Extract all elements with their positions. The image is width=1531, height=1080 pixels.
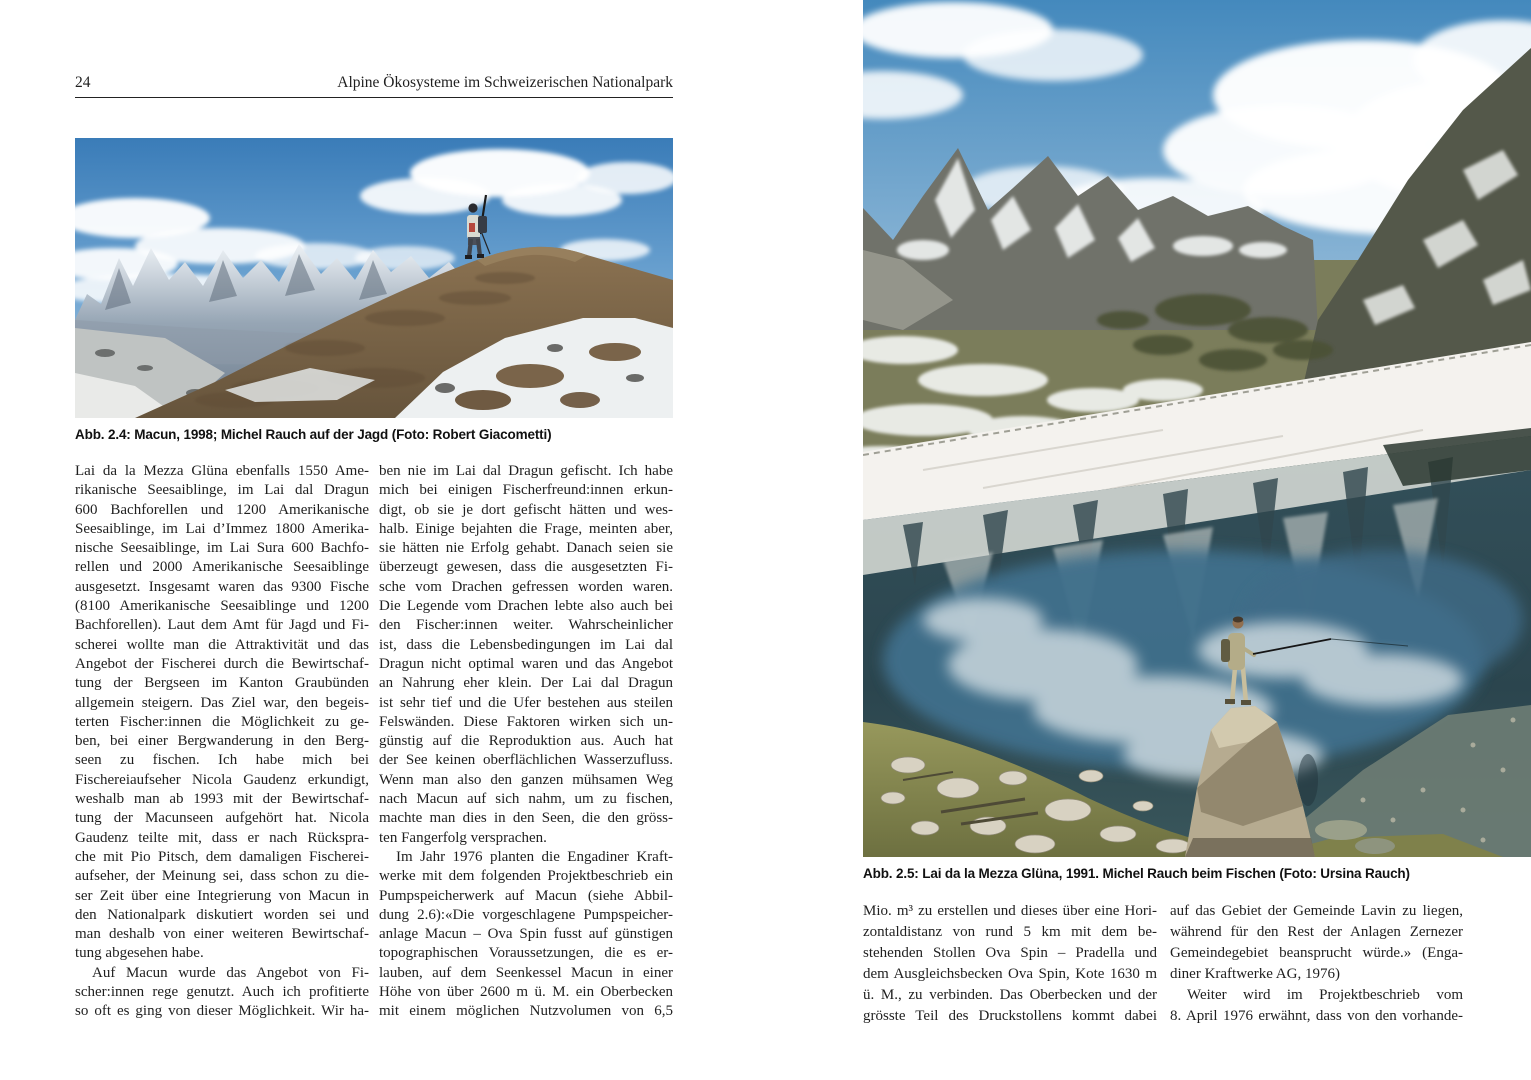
text-line: mich bei einigen Fischerfreund:innen erkun-	[379, 482, 673, 499]
text-line: seen zu fischen. Ich habe mich bei	[75, 752, 369, 769]
text-line: che mit Pio Pitsch, dem damaligen Fischerei-	[75, 848, 369, 865]
text-line: Auf Macun wurde das Angebot von Fi-	[92, 964, 369, 981]
text-line: ten Fangerfolg versprachen.	[379, 829, 547, 846]
text-line: halb. Einige bejahten die Frage, meinten aber,	[379, 520, 673, 537]
text-line: ist, dass die Lebensbedingungen im Lai dal	[379, 636, 673, 653]
text-line: dem Ausgleichsbecken Ova Spin, Kote 1630 m	[863, 966, 1157, 982]
page-header	[75, 74, 673, 98]
text-line: diner Kraftwerke AG, 1976)	[1170, 966, 1340, 982]
text-line: der See keinen oberflächlichen Wasserzufluss.	[379, 752, 673, 769]
text-line: man deshalb von einer weiteren Bewirtschaf-	[75, 926, 369, 943]
text-line: während für den Rest der Anlagen Zernezer	[1170, 924, 1463, 940]
text-line: machte man dies in den Seen, die den gröss-	[379, 810, 673, 827]
text-line: aufseher, der Meinung sei, dass schon zu die-	[75, 868, 369, 885]
text-line: allgemein steigern. Das Ziel war, den begeis-	[75, 694, 369, 711]
text-line: ben, bei einer Bergwanderung in den Berg-	[75, 733, 369, 750]
text-line: nach Macun auf sich nahm, um zu fischen,	[379, 791, 673, 808]
text-line: Seesaiblinge, im Lai d’Immez 1800 Amerika-	[75, 520, 369, 537]
text-line: auf das Gebiet der Gemeinde Lavin zu liegen,	[1170, 903, 1463, 919]
text-line: stehenden Stollen Ova Spin – Pradella und	[863, 945, 1157, 961]
text-line: scher:innen rege genutzt. Auch ich profitierte	[75, 984, 369, 1001]
text-line: Mio. m³ zu erstellen und dieses über eine Hori-	[863, 903, 1157, 919]
hunter-on-ridge-illustration	[75, 138, 673, 418]
figure-2-4-photo	[75, 138, 673, 418]
text-line: Dragun nicht optimal waren und das Angebot	[379, 655, 673, 672]
text-line: Pumpspeicherwerk auf Macun (siehe Abbil-	[379, 887, 673, 904]
text-line: den Fischer:innen weiter. Wahrscheinlicher	[379, 617, 673, 634]
text-line: überzeugt gewesen, dass die ausgesetzten Fi-	[379, 559, 673, 576]
text-line: Weiter wird im Projektbeschrieb vom	[1187, 987, 1463, 1003]
text-line: sche vom Drachen gefressen worden waren.	[379, 578, 673, 595]
page-number: 24	[75, 74, 91, 91]
text-line: Im Jahr 1976 planten die Engadiner Kraft-	[396, 848, 673, 865]
text-line: Angebot der Fischerei durch die Bewirtschaf-	[75, 655, 369, 672]
figure-2-5-caption: Abb. 2.5: Lai da la Mezza Glüna, 1991. Michel Rauch beim Fischen (Foto: Ursina Rauch)	[863, 866, 1410, 881]
text-line: rellen und 2000 Amerikanische Seesaiblinge	[75, 559, 369, 576]
text-line: Fischereiaufseher Nicola Gaudenz erkundigt,	[75, 771, 369, 788]
text-line: grösste Teil des Druckstollens kommt dabei	[863, 1008, 1157, 1024]
text-line: 8. April 1976 erwähnt, dass von den vorhande-	[1170, 1008, 1463, 1024]
text-line: an Nahrung eher klein. Der Lai dal Dragun	[379, 675, 673, 692]
text-line: Höhe von über 2600 m ü. M. ein Oberbecken	[379, 984, 673, 1001]
text-line: Gemeindegebiet beansprucht würde.» (Enga-	[1170, 945, 1463, 961]
text-line: Wenn man also den ganzen mühsamen Weg	[379, 771, 673, 788]
text-line: nische Seesaiblinge, im Lai Sura 600 Bachfo-	[75, 540, 369, 557]
text-line: zontaldistanz von rund 5 km mit dem be-	[863, 924, 1157, 940]
text-line: Felswänden. Diese Faktoren wirken sich un-	[379, 713, 673, 730]
mountain-lake-illustration	[863, 0, 1531, 857]
text-line: tung der Macunseen aufgehört hat. Nicola	[75, 810, 369, 827]
left-page-column-1	[75, 462, 369, 1022]
text-line: sie hätten nie Erfolg gehabt. Danach seien sie	[379, 540, 673, 557]
text-line: rikanische Seesaiblinge, im Lai dal Dragun	[75, 482, 369, 499]
text-line: scherei wollte man die Attraktivität und das	[75, 636, 369, 653]
text-line: anlage Macun – Ova Spin fusst auf günstigen	[379, 926, 673, 943]
text-line: ser Zeit über eine Integrierung von Macun in	[75, 887, 369, 904]
left-page-column-2	[379, 462, 673, 1022]
text-line: Lai da la Mezza Glüna ebenfalls 1550 Ame-	[75, 463, 369, 479]
text-line: (8100 Amerikanische Seesaiblinge und 1200	[75, 598, 369, 615]
right-page-column-2	[1170, 901, 1463, 1027]
text-line: lauben, auf dem Seenkessel Macun in einer	[379, 964, 673, 981]
text-line: tung der Bergseen im Kanton Graubünden	[75, 675, 369, 692]
figure-2-5-photo	[863, 0, 1531, 857]
text-line: ü. M., zu verbinden. Das Oberbecken und der	[863, 987, 1157, 1003]
running-title: Alpine Ökosysteme im Schweizerischen Nationalpark	[337, 74, 673, 91]
text-line: Die Legende vom Drachen lebte also auch bei	[379, 598, 673, 615]
text-line: weshalb man ab 1993 mit der Bewirtschaf-	[75, 791, 369, 808]
text-line: terten Fischer:innen die Möglichkeit zu ge-	[75, 713, 369, 730]
text-line: werke mit dem folgenden Projektbeschrieb ein	[379, 868, 673, 885]
text-line: mit einem möglichen Nutzvolumen von 6,5	[379, 1003, 673, 1020]
text-line: topographischen Voraussetzungen, die es er-	[379, 945, 673, 962]
text-line: so oft es ging von dieser Möglichkeit. Wir ha-	[75, 1003, 369, 1020]
text-line: günstig auf die Reproduktion aus. Auch hat	[379, 733, 673, 750]
text-line: ben nie im Lai dal Dragun gefischt. Ich habe	[379, 463, 673, 479]
text-line: Gaudenz teilte mit, dass er nach Rückspra-	[75, 829, 369, 846]
text-line: ausgesetzt. Insgesamt waren das 9300 Fische	[75, 578, 369, 595]
text-line: den Nationalpark diskutiert worden sei und	[75, 906, 369, 923]
right-page-column-1	[863, 901, 1157, 1027]
text-line: 600 Bachforellen und 1200 Amerikanische	[75, 501, 369, 518]
text-line: Bachforellen). Laut dem Amt für Jagd und Fi-	[75, 617, 369, 634]
text-line: dung 2.6):«Die vorgeschlagene Pumpspeicher-	[379, 906, 673, 923]
text-line: ist sehr tief und die Ufer bestehen aus steilen	[379, 694, 673, 711]
text-line: digt, ob sie je dort gefischt hätten und wes-	[379, 501, 673, 518]
figure-2-4-caption: Abb. 2.4: Macun, 1998; Michel Rauch auf der Jagd (Foto: Robert Giacometti)	[75, 427, 552, 442]
text-line: tung abgesehen habe.	[75, 945, 204, 962]
